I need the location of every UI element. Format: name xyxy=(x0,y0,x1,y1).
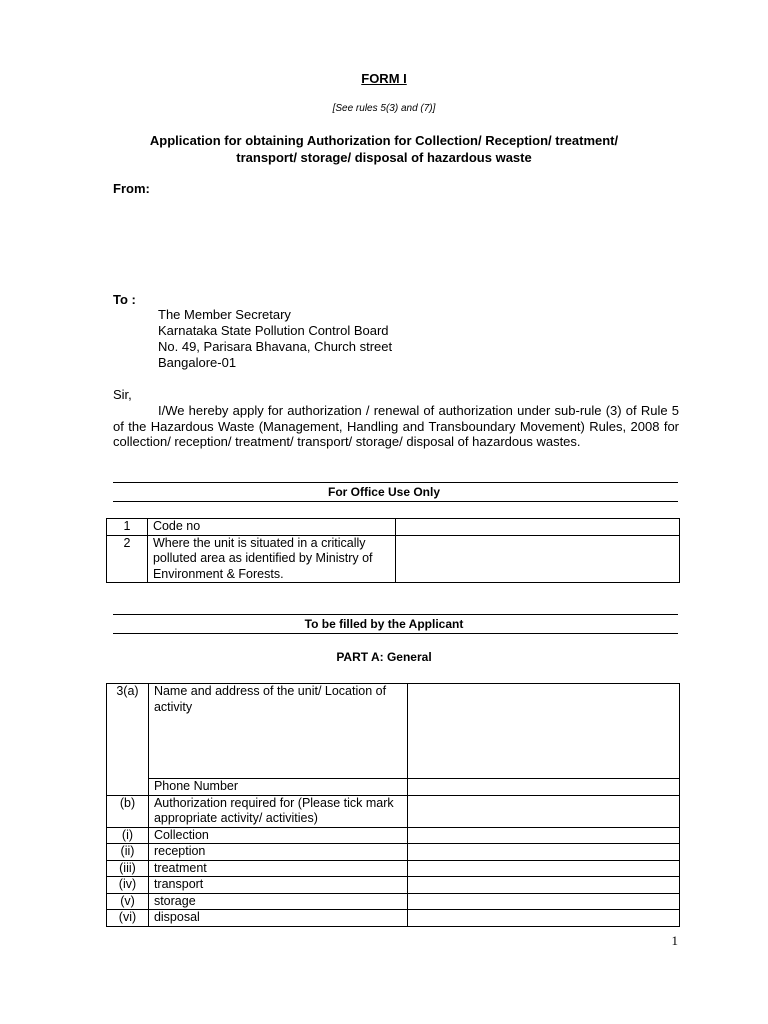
divider xyxy=(113,614,678,615)
row-number: (vi) xyxy=(107,910,149,927)
office-use-table xyxy=(106,518,680,583)
heading-line-2: transport/ storage/ disposal of hazardous waste xyxy=(236,150,532,165)
to-label: To : xyxy=(113,292,136,307)
table-row xyxy=(107,795,680,827)
row-number: (b) xyxy=(107,795,149,827)
divider xyxy=(113,482,678,483)
row-label: Authorization required for (Please tick mark appropriate activity/ activities) xyxy=(148,795,407,827)
row-number: 2 xyxy=(107,535,148,583)
table-row xyxy=(107,860,680,877)
row-label: reception xyxy=(148,844,407,861)
storage-checkbox-cell[interactable] xyxy=(407,893,679,910)
row-number: (ii) xyxy=(107,844,149,861)
applicant-title: To be filled by the Applicant xyxy=(304,617,464,631)
form-title: FORM I xyxy=(361,71,407,86)
row-label: treatment xyxy=(148,860,407,877)
address-line: Karnataka State Pollution Control Board xyxy=(158,323,389,338)
divider xyxy=(113,501,678,502)
row-number: 3(a) xyxy=(107,684,149,796)
salutation: Sir, xyxy=(113,387,132,402)
table-row xyxy=(107,893,680,910)
table-row xyxy=(107,844,680,861)
from-label: From: xyxy=(113,181,150,196)
row-label: Code no xyxy=(147,519,395,536)
row-number: 1 xyxy=(107,519,148,536)
unit-address-field[interactable] xyxy=(407,684,679,779)
collection-checkbox-cell[interactable] xyxy=(407,827,679,844)
application-body: I/We hereby apply for authorization / renewal of authorization under sub-rule (3) of Rule 5 of the Hazardous Waste (Management, Handling and Transboundary Movement) Rules, 2008 for collection/ reception/ treatment/ transport/ storage/ disposal of hazardous wastes. xyxy=(113,403,679,449)
row-number: (iv) xyxy=(107,877,149,894)
address-line: Bangalore-01 xyxy=(158,355,237,370)
disposal-checkbox-cell[interactable] xyxy=(407,910,679,927)
table-row xyxy=(107,684,680,779)
critically-polluted-field[interactable] xyxy=(395,535,679,583)
table-row xyxy=(107,827,680,844)
row-label: disposal xyxy=(148,910,407,927)
table-row xyxy=(107,910,680,927)
transport-checkbox-cell[interactable] xyxy=(407,877,679,894)
to-address xyxy=(158,307,392,371)
row-label: Phone Number xyxy=(148,779,407,796)
table-row xyxy=(107,519,680,536)
row-label: Where the unit is situated in a critically polluted area as identified by Ministry of Environment & Forests. xyxy=(147,535,395,583)
page-number: 1 xyxy=(671,933,678,948)
row-number: (i) xyxy=(107,827,149,844)
rules-reference: [See rules 5(3) and (7)] xyxy=(332,103,436,114)
authorization-field[interactable] xyxy=(407,795,679,827)
phone-number-field[interactable] xyxy=(407,779,679,796)
code-no-field[interactable] xyxy=(395,519,679,536)
table-row xyxy=(107,779,680,796)
office-use-title: For Office Use Only xyxy=(327,485,441,499)
row-label: Name and address of the unit/ Location of activity xyxy=(148,684,407,779)
row-number: (iii) xyxy=(107,860,149,877)
row-label: transport xyxy=(148,877,407,894)
part-a-table xyxy=(106,683,680,927)
row-label: Collection xyxy=(148,827,407,844)
row-number: (v) xyxy=(107,893,149,910)
reception-checkbox-cell[interactable] xyxy=(407,844,679,861)
application-heading xyxy=(0,132,768,166)
row-label: storage xyxy=(148,893,407,910)
divider xyxy=(113,633,678,634)
heading-line-1: Application for obtaining Authorization for Collection/ Reception/ treatment/ xyxy=(149,133,619,148)
address-line: No. 49, Parisara Bhavana, Church street xyxy=(158,339,393,354)
table-row xyxy=(107,877,680,894)
part-a-title: PART A: General xyxy=(336,650,432,664)
table-row xyxy=(107,535,680,583)
treatment-checkbox-cell[interactable] xyxy=(407,860,679,877)
address-line: The Member Secretary xyxy=(158,307,291,322)
